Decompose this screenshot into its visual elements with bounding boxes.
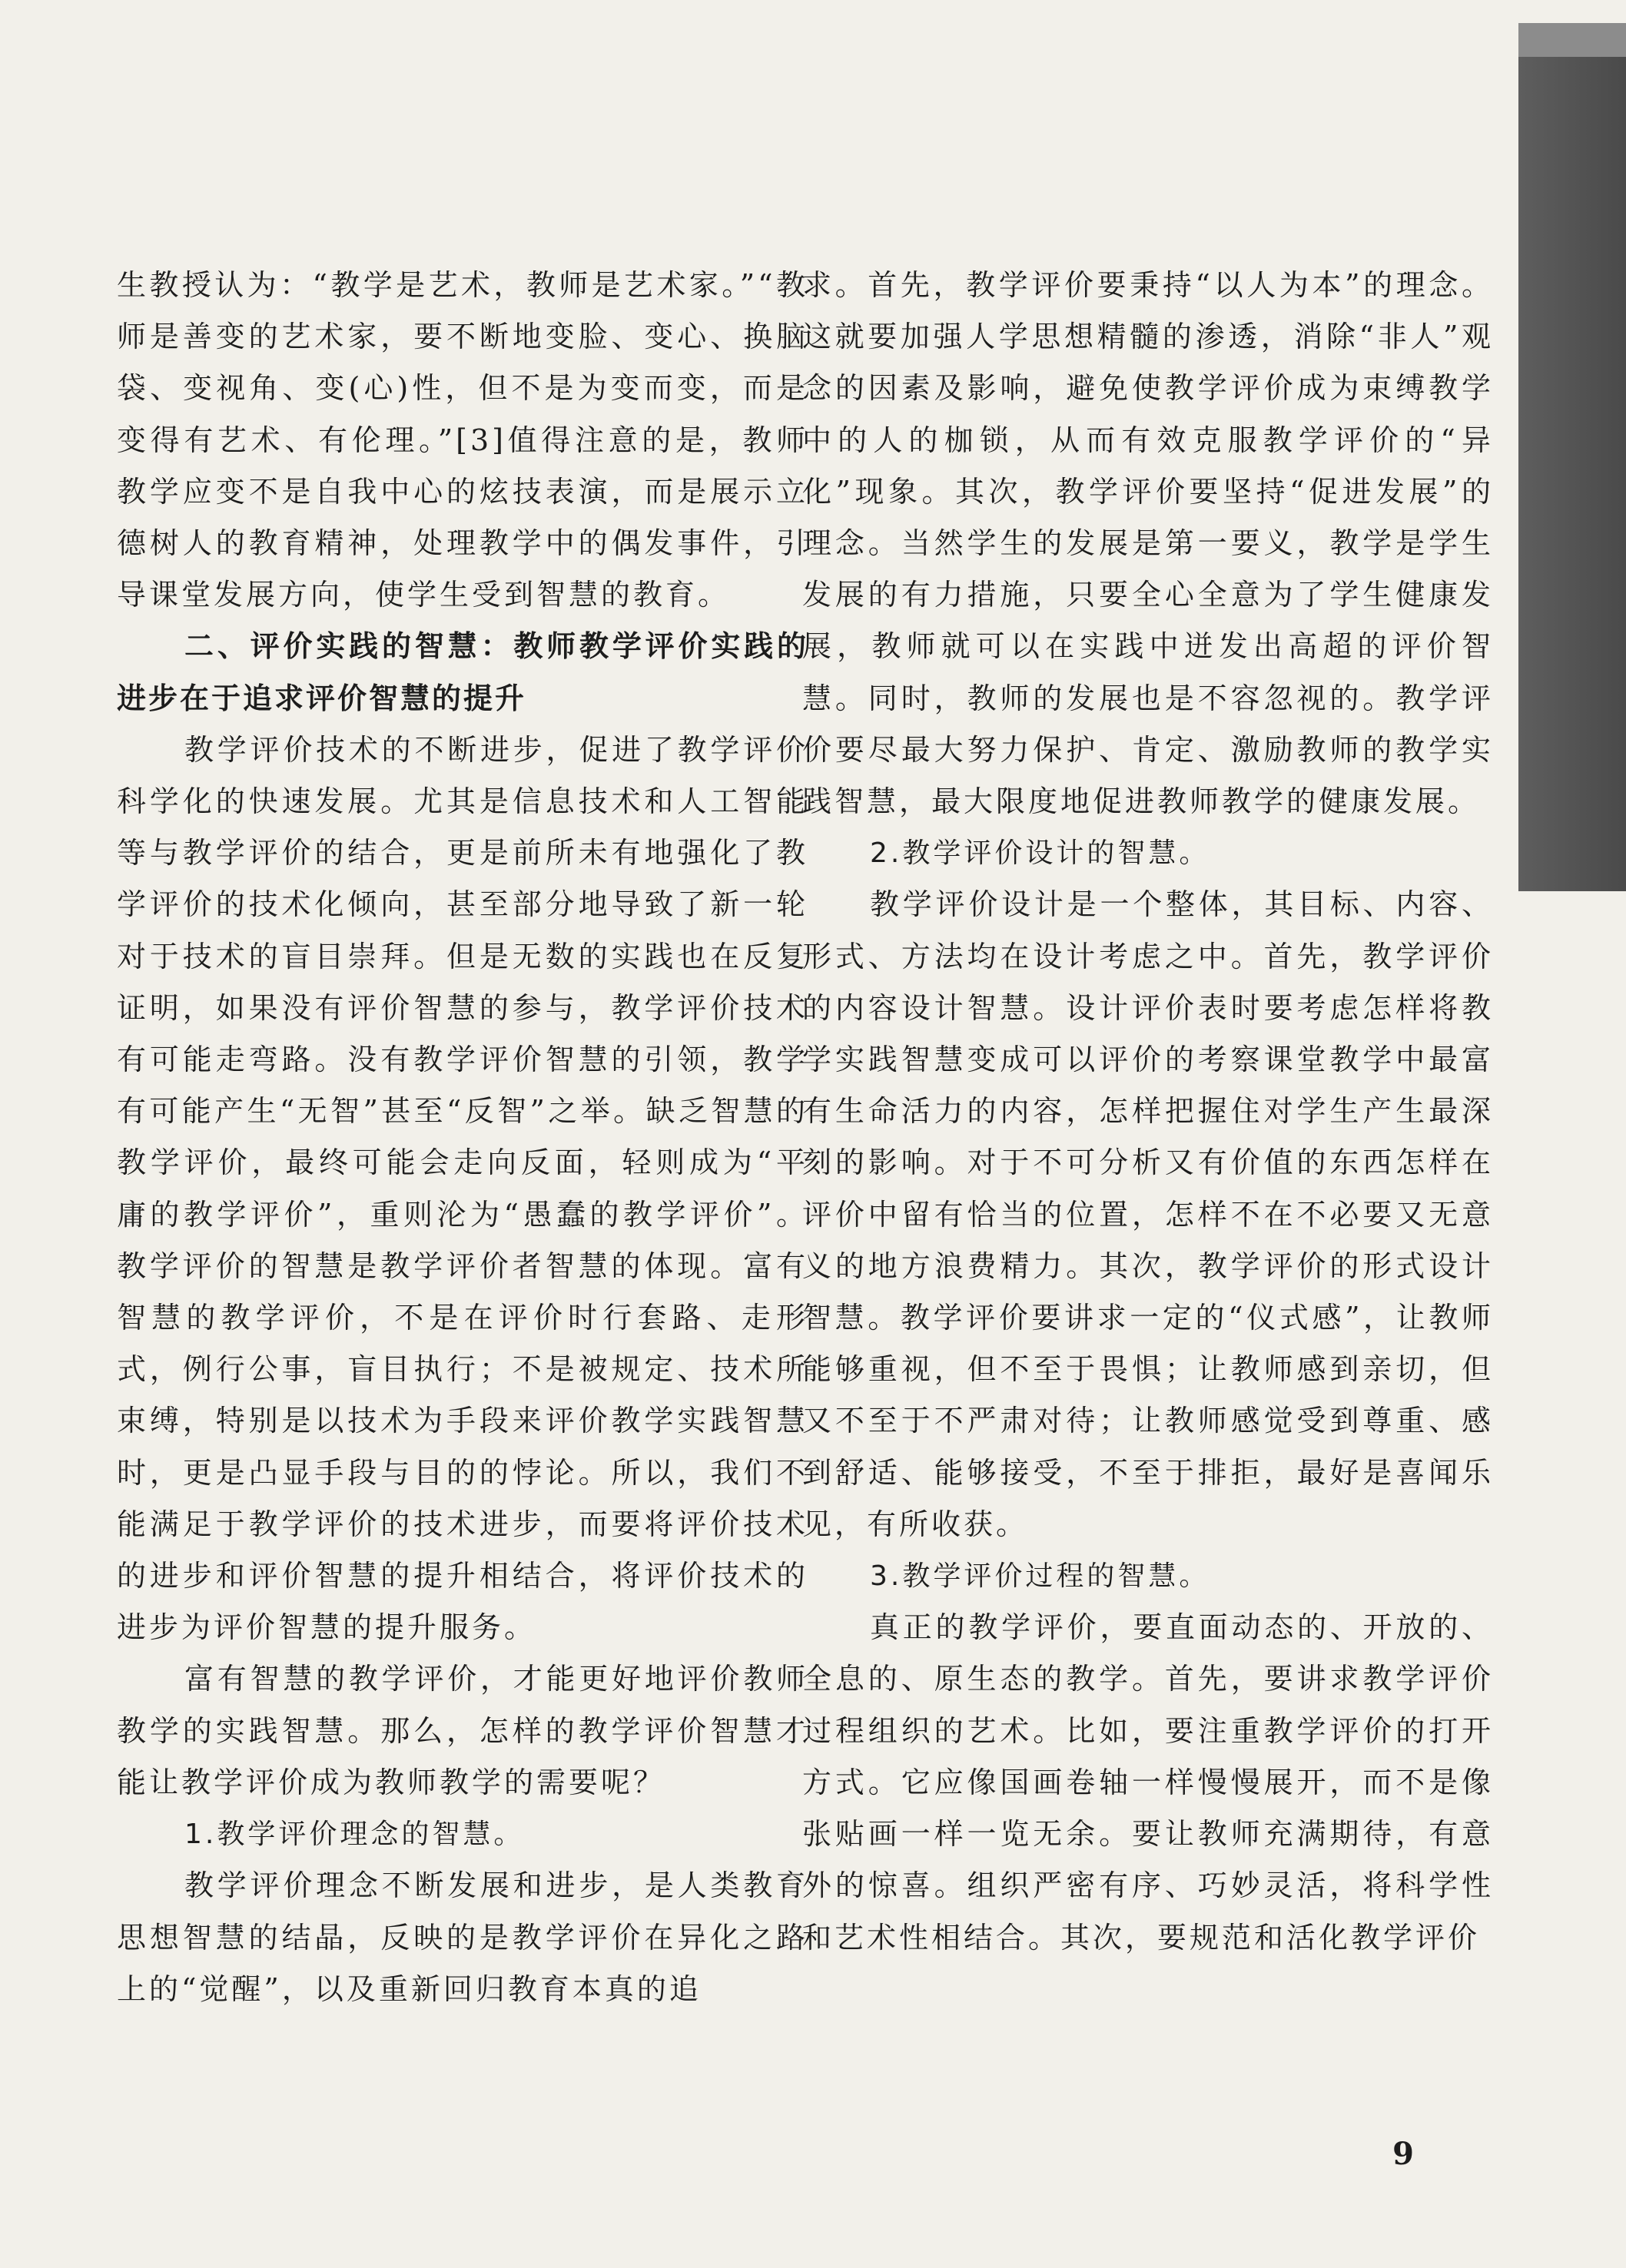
section-heading: 二、评价实践的智慧：教师教学评价实践的进步在于追求评价智慧的提升 bbox=[117, 629, 808, 715]
paragraph: 求。首先，教学评价要秉持“以人为本”的理念。这就要加强人学思想精髓的渗透，消除“非人”观念的因素及影响，避免使教学评价成为束缚教学中的人的枷锁，从而有效克服教学评价的“异化”现象。其次，教学评价要坚持“促进发展”的理念。当然学生的发展是第一要义，教学是学生发展的有力措施，只要全心全意为了学生健康发展，教师就可以在实践中迸发出高超的评价智慧。同时，教师的发展也是不容忽视的。教学评价要尽最大努力保护、肯定、激励教师的教学实践智慧，最大限度地促进教师教学的健康发展。 bbox=[802, 268, 1494, 819]
paragraph: 教学评价技术的不断进步，促进了教学评价科学化的快速发展。尤其是信息技术和人工智能等与教学评价的结合，更是前所未有地强化了教学评价的技术化倾向，甚至部分地导致了新一轮对于技术的盲目崇拜。但是无数的实践也在反复证明，如果没有评价智慧的参与，教学评价技术有可能走弯路。没有教学评价智慧的引领，教学有可能产生“无智”甚至“反智”之举。缺乏智慧的教学评价，最终可能会走向反面，轻则成为“平庸的教学评价”，重则沦为“愚蠢的教学评价”。教学评价的智慧是教学评价者智慧的体现。富有智慧的教学评价，不是在评价时行套路、走形式，例行公事，盲目执行；不是被规定、技术所束缚，特别是以技术为手段来评价教学实践智慧时，更是凸显手段与目的的悖论。所以，我们不能满足于教学评价的技术进步，而要将评价技术的进步和评价智慧的提升相结合，将评价技术的进步为评价智慧的提升服务。 bbox=[117, 732, 808, 1645]
paragraph: 生教授认为：“教学是艺术，教师是艺术家。”“教师是善变的艺术家，要不断地变脸、变心、换脑袋、变视角、变(心)性，但不是为变而变，而是变得有艺术、有伦理。”[3]值得注意的是，教师教学应变不是自我中心的炫技表演，而是展示立德树人的教育精神，处理教学中的偶发事件，引导课堂发展方向，使学生受到智慧的教育。 bbox=[117, 268, 808, 612]
page-edge-tab bbox=[1518, 23, 1626, 891]
subsection-heading: 2.教学评价设计的智慧。 bbox=[870, 837, 1210, 870]
page-number: 9 bbox=[1392, 2136, 1414, 2172]
subsection-heading: 3.教学评价过程的智慧。 bbox=[870, 1560, 1210, 1593]
right-column bbox=[802, 260, 1494, 1964]
left-column bbox=[117, 260, 808, 2015]
paragraph: 教学评价设计是一个整体，其目标、内容、形式、方法均在设计考虑之中。首先，教学评价的内容设计智慧。设计评价表时要考虑怎样将教学实践智慧变成可以评价的考察课堂教学中最富有生命活力的内容，怎样把握住对学生产生最深刻的影响。对于不可分析又有价值的东西怎样在评价中留有恰当的位置，怎样不在不必要又无意义的地方浪费精力。其次，教学评价的形式设计智慧。教学评价要讲求一定的“仪式感”，让教师能够重视，但不至于畏惧；让教师感到亲切，但又不至于不严肃对待；让教师感觉受到尊重、感到舒适、能够接受，不至于排拒，最好是喜闻乐见，有所收获。 bbox=[802, 887, 1494, 1541]
paragraph: 富有智慧的教学评价，才能更好地评价教师教学的实践智慧。那么，怎样的教学评价智慧才能让教学评价成为教师教学的需要呢？ bbox=[117, 1662, 808, 1799]
page-edge-tab-stripe bbox=[1518, 23, 1626, 57]
paragraph: 教学评价理念不断发展和进步，是人类教育思想智慧的结晶，反映的是教学评价在异化之路上的“觉醒”，以及重新回归教育本真的追 bbox=[117, 1868, 808, 2006]
paragraph: 真正的教学评价，要直面动态的、开放的、全息的、原生态的教学。首先，要讲求教学评价过程组织的艺术。比如，要注重教学评价的打开方式。它应像国画卷轴一样慢慢展开，而不是像张贴画一样一览无余。要让教师充满期待，有意外的惊喜。组织严密有序、巧妙灵活，将科学性和艺术性相结合。其次，要规范和活化教学评价 bbox=[802, 1610, 1494, 1955]
subsection-heading: 1.教学评价理念的智慧。 bbox=[184, 1819, 525, 1851]
